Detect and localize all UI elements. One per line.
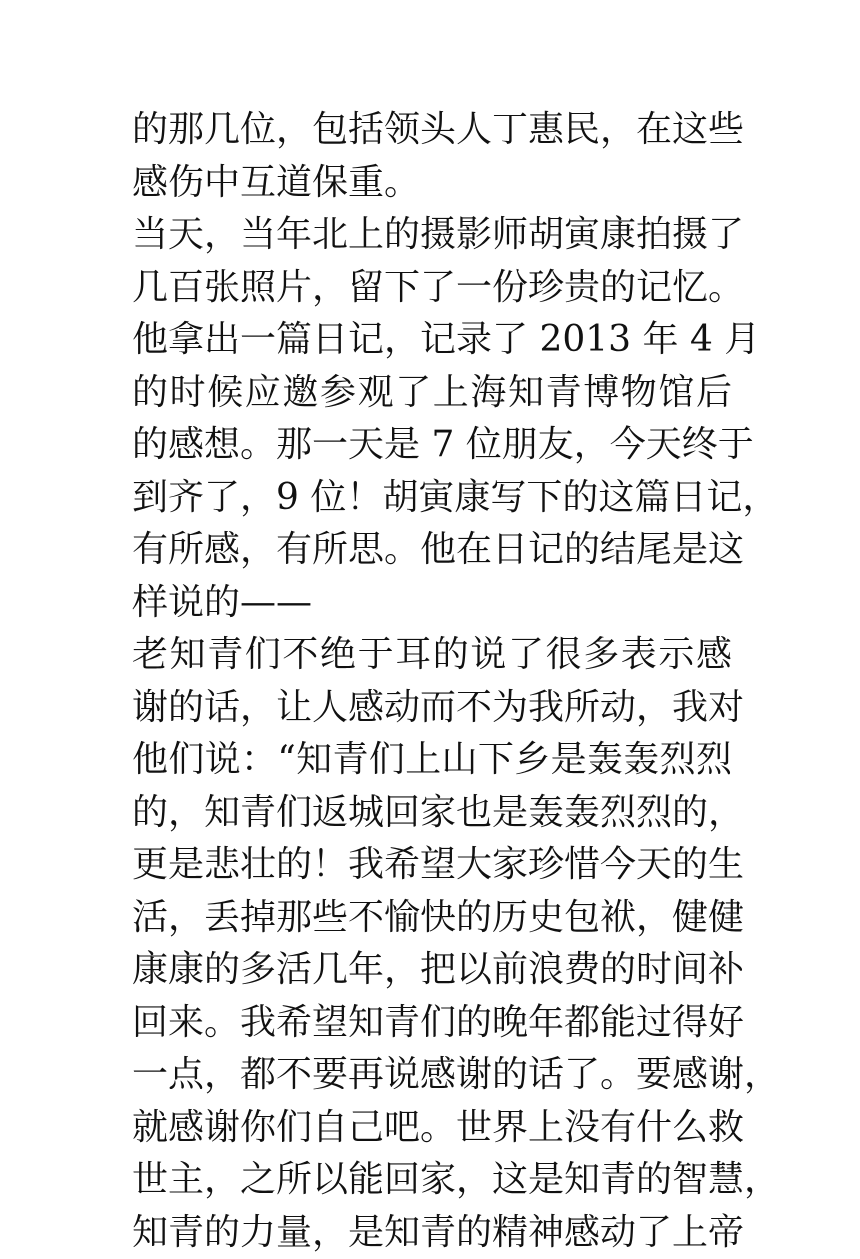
text-line: 到齐了，9 位！胡寅康写下的这篇日记， <box>132 472 732 525</box>
text-line: 老知青们不绝于耳的说了很多表示感 <box>132 629 732 682</box>
text-line: 他拿出一篇日记，记录了 2013 年 4 月 <box>132 314 732 367</box>
text-line: 的，知青们返城回家也是轰轰烈烈的， <box>132 787 732 840</box>
text-line: 有所感，有所思。他在日记的结尾是这 <box>132 524 732 577</box>
text-line: 样说的—— <box>132 577 732 630</box>
text-line: 就感谢你们自己吧。世界上没有什么救 <box>132 1102 732 1155</box>
text-line: 的感想。那一天是 7 位朋友，今天终于 <box>132 419 732 472</box>
text-line: 世主，之所以能回家，这是知青的智慧， <box>132 1154 732 1207</box>
text-line: 谢的话，让人感动而不为我所动，我对 <box>132 682 732 735</box>
text-line: 几百张照片，留下了一份珍贵的记忆。 <box>132 262 732 315</box>
text-line: 活，丢掉那些不愉快的历史包袱，健健 <box>132 892 732 945</box>
text-line: 知青的力量，是知青的精神感动了上帝 <box>132 1207 732 1259</box>
text-line: 康康的多活几年，把以前浪费的时间补 <box>132 944 732 997</box>
text-line: 一点，都不要再说感谢的话了。要感谢， <box>132 1049 732 1102</box>
text-line: 感伤中互道保重。 <box>132 157 732 210</box>
text-line: 当天，当年北上的摄影师胡寅康拍摄了 <box>132 209 732 262</box>
body-text <box>132 104 732 1259</box>
text-line: 他们说：“知青们上山下乡是轰轰烈烈 <box>132 734 732 787</box>
text-line: 回来。我希望知青们的晚年都能过得好 <box>132 997 732 1050</box>
text-line: 更是悲壮的！我希望大家珍惜今天的生 <box>132 839 732 892</box>
text-line: 的时候应邀参观了上海知青博物馆后 <box>132 367 732 420</box>
text-line: 的那几位，包括领头人丁惠民，在这些 <box>132 104 732 157</box>
